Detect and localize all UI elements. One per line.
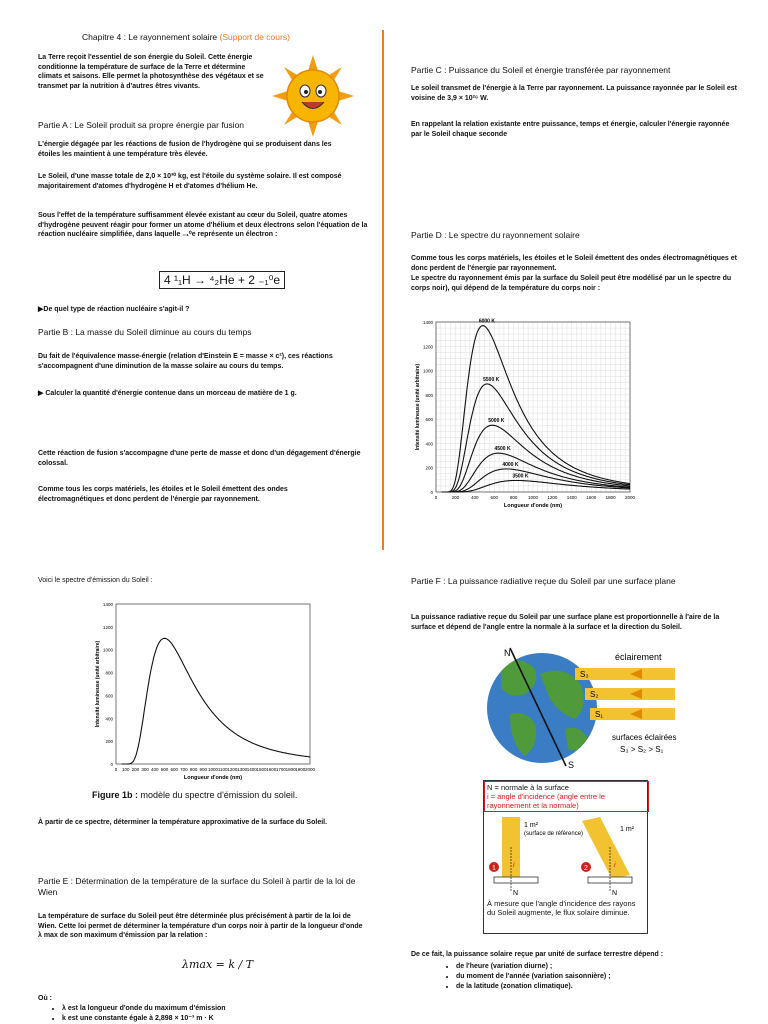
plot-frame: [116, 604, 310, 764]
y-tick-label: 1400: [102, 602, 113, 607]
partA-question: ▶De quel type de réaction nucléaire s'agit-il ?: [38, 306, 190, 313]
partC-title: Partie C : Puissance du Soleil et énergie transférée par rayonnement: [411, 65, 671, 75]
chapter-tag: (Support de cours): [219, 32, 290, 42]
incidence-diagram: [484, 817, 647, 897]
column-divider: [382, 30, 384, 550]
x-tick-label: 1100: [217, 767, 228, 772]
angle-label-2: i: [614, 862, 616, 869]
y-tick-label: 0: [110, 762, 113, 767]
y-tick-label: 1200: [102, 624, 113, 630]
surfaces-label: surfaces éclairées: [612, 733, 677, 742]
fusion-equation: 4 ¹₁H → ⁴₂He + 2 ₋₁⁰e: [159, 271, 285, 289]
partA-title: Partie A : Le Soleil produit sa propre énergie par fusion: [38, 120, 245, 130]
x-tick-label: 800: [189, 767, 198, 772]
normal-label-2: N: [612, 890, 618, 897]
list-item: • de l'heure (variation diurne) ;: [456, 962, 611, 972]
x-axis-label: Longueur d'onde (nm): [503, 503, 563, 509]
eclairement-label: éclairement: [615, 652, 662, 662]
y-tick-label: 800: [425, 392, 433, 398]
normal-definition: N = normale à la surface: [487, 783, 569, 792]
x-tick-label: 900: [199, 767, 208, 772]
x-tick-label: 1700: [275, 767, 286, 772]
angle-label-1: i: [513, 862, 515, 869]
y-tick-label: 800: [105, 670, 113, 676]
sun-spectrum-chart: [88, 596, 320, 782]
x-tick-label: 600: [170, 767, 178, 772]
figure-1b-caption: Figure 1b : modèle du spectre d'émission du soleil.: [92, 790, 298, 800]
reference-label: (surface de référence): [524, 831, 584, 837]
case-1-badge: 1: [492, 865, 496, 872]
x-tick-label: 1500: [256, 767, 267, 772]
partD-p2: Le spectre du rayonnement émis par la surface du Soleil peut être modélisé par un le spectre du corps noir), qui dépend de la température du corps noir :: [411, 275, 732, 292]
list-item: • du moment de l'année (variation saisonnière) ;: [456, 972, 611, 982]
x-tick-label: 700: [180, 767, 188, 772]
x-tick-label: 400: [471, 495, 479, 500]
area-label-1: 1 m²: [524, 822, 538, 829]
x-tick-label: 2000: [304, 767, 316, 772]
partB-question: ▶ Calculer la quantité d'énergie contenue dans un morceau de matière de 1 g.: [38, 390, 297, 397]
series-label: 5500 K: [483, 376, 500, 383]
s2-label: S₂: [590, 690, 599, 699]
y-axis-label: Intensité lumineuse (unité arbitraire): [415, 363, 421, 451]
x-tick-label: 400: [151, 767, 159, 772]
partC-p1: Le soleil transmet de l'énergie à la Terre par rayonnement. La puissance rayonnée par le Soleil est voisine de 3,9 × 10²⁶ W.: [411, 85, 737, 102]
x-tick-label: 1000: [207, 767, 219, 772]
partF-p2: De ce fait, la puissance solaire reçue par unité de surface terrestre dépend :: [411, 951, 664, 958]
list-item: • k est une constante égale à 2,898 × 10⁻³ m · K: [62, 1014, 382, 1024]
case-2-badge: 2: [584, 865, 588, 872]
partE-bullets: [36, 1004, 382, 1024]
y-tick-label: 1000: [422, 368, 433, 374]
s1-label: S₁: [595, 710, 604, 719]
x-axis-label: Longueur d'onde (nm): [183, 775, 243, 781]
x-tick-label: 300: [141, 767, 149, 772]
x-tick-label: 2000: [624, 495, 636, 500]
x-tick-label: 800: [509, 495, 518, 500]
partA-p2: Le Soleil, d'une masse totale de 2,0 × 10³⁰ kg, est l'étoile du système solaire. Il est composé majoritairement d'atomes d'hydrogène H et d'atomes d'hélium He.: [38, 173, 342, 190]
x-tick-label: 200: [131, 767, 140, 772]
x-tick-label: 1800: [285, 767, 296, 772]
x-tick-label: 1400: [566, 495, 577, 500]
inequality-label: S₃ > S₂ > S₁: [620, 745, 664, 754]
partB-p2: Cette réaction de fusion s'accompagne d'une perte de masse et donc d'un dégagement d'énergie colossal.: [38, 450, 361, 467]
wien-law: λmax = k / T: [182, 958, 254, 971]
y-tick-label: 1400: [422, 320, 433, 325]
globe-illustration: [480, 644, 680, 772]
x-tick-label: 0: [114, 767, 118, 772]
x-tick-label: 0: [434, 495, 438, 500]
y-tick-label: 600: [105, 693, 113, 699]
chapter-title: Chapitre 4 : Le rayonnement solaire (Support de cours): [82, 32, 290, 42]
partF-p1: La puissance radiative reçue du Soleil par une surface plane est proportionnelle à l'aire de la surface et dépend de l'angle entre la normale à la surface et la direction du Soleil.: [411, 614, 720, 631]
angle-definition: i = angle d'incidence (angle entre le rayonnement et la normale): [487, 792, 605, 810]
blackbody-spectrum-chart: [408, 314, 640, 514]
partF-bullets: [430, 962, 611, 992]
x-tick-label: 200: [451, 495, 460, 500]
south-label: S: [568, 760, 575, 770]
x-tick-label: 1200: [547, 495, 558, 500]
partB-title: Partie B : La masse du Soleil diminue au cours du temps: [38, 327, 252, 337]
list-item: • de la latitude (zonation climatique).: [456, 982, 611, 992]
y-tick-label: 1000: [102, 647, 113, 653]
y-tick-label: 400: [105, 716, 113, 722]
normal-label-1: N: [513, 890, 519, 897]
partC-p2: En rappelant la relation existante entre puissance, temps et énergie, calculer l'énergie rayonnée par le Soleil chaque seconde: [411, 121, 730, 138]
x-tick-label: 1000: [527, 495, 539, 500]
s3-label: S₃: [580, 670, 589, 679]
x-tick-label: 1900: [295, 767, 306, 772]
x-tick-label: 1400: [246, 767, 257, 772]
partE-title: Partie E : Détermination de la température de la surface du Soleil à partir de la loi de Wien: [38, 876, 356, 897]
y-tick-label: 0: [430, 490, 433, 495]
incidence-footnote: À mesure que l'angle d'incidence des rayons du Soleil augmente, le flux solaire diminue.: [487, 899, 636, 917]
y-tick-label: 200: [425, 465, 433, 471]
x-tick-label: 600: [490, 495, 498, 500]
x-tick-label: 1300: [237, 767, 248, 772]
partE-p1: La température de surface du Soleil peut être déterminée plus précisément à partir de la loi de Wien. Cette loi permet de déterminer la température d'un corps noir à partir de la longueur d'onde λ max de son maximum d'émission par la relation :: [38, 913, 363, 939]
x-tick-label: 1600: [266, 767, 277, 772]
spectrum-intro: Voici le spectre d'émission du Soleil :: [38, 577, 153, 584]
list-item: • λ est la longueur d'onde du maximum d'émission: [62, 1004, 382, 1014]
y-tick-label: 200: [105, 739, 113, 745]
y-tick-label: 1200: [422, 344, 433, 350]
ou-label: Où :: [38, 995, 52, 1002]
series-label: 4000 K: [502, 461, 519, 468]
y-axis-label: Intensité lumineuse (unité arbitraire): [95, 640, 101, 728]
partD-title: Partie D : Le spectre du rayonnement solaire: [411, 230, 580, 240]
intro-text: La Terre reçoit l'essentiel de son énergie du Soleil. Cette énergie conditionne la température de surface de la Terre et détermine climats et saisons. Elle permet la photosynthèse des végétaux et se transmet par la nutrition à d'autres êtres vivants.: [38, 54, 264, 90]
series-label: 3500 K: [512, 473, 529, 480]
partF-title: Partie F : La puissance radiative reçue du Soleil par une surface plane: [411, 576, 676, 586]
partA-p3: Sous l'effet de la température suffisamment élevée existant au cœur du Soleil, quatre atomes d'hydrogène peuvent réagir pour former un atome d'hélium et deux électrons selon l'équation de la réaction nucléaire simplifiée, dans laquelle ₋₁⁰e représente un électron :: [38, 212, 368, 238]
x-tick-label: 1600: [586, 495, 597, 500]
x-tick-label: 500: [160, 767, 169, 772]
sun-icon: [272, 55, 354, 137]
x-tick-label: 1200: [227, 767, 238, 772]
series-line: [122, 638, 310, 764]
figure-1b-question: À partir de ce spectre, déterminer la température approximative de la surface du Soleil.: [38, 819, 328, 826]
series-label: 4500 K: [494, 446, 511, 453]
area-label-2: 1 m²: [620, 826, 634, 833]
partB-p1: Du fait de l'équivalence masse-énergie (relation d'Einstein E = masse × c²), ces réactions s'accompagnent d'une diminution de la masse solaire au cours du temps.: [38, 353, 333, 370]
series-label: 5000 K: [488, 418, 505, 425]
north-label: N: [504, 648, 511, 658]
x-tick-label: 100: [121, 767, 130, 772]
x-tick-label: 1800: [605, 495, 616, 500]
partD-p1: Comme tous les corps matériels, les étoiles et le Soleil émettent des ondes électromagnétiques et donc perdent de l'énergie par rayonnement.: [411, 255, 737, 272]
incidence-box: [483, 780, 648, 934]
series-label: 6000 K: [478, 318, 495, 325]
partA-p1: L'énergie dégagée par les réactions de fusion de l'hydrogène qui se produisent dans les étoiles les maintient à une température très élevée.: [38, 141, 332, 158]
partB-p3: Comme tous les corps matériels, les étoiles et le Soleil émettent des ondes électromagnétiques et donc perdent de l'énergie par rayonnement.: [38, 486, 288, 503]
y-tick-label: 400: [425, 441, 433, 447]
y-tick-label: 600: [425, 417, 433, 423]
